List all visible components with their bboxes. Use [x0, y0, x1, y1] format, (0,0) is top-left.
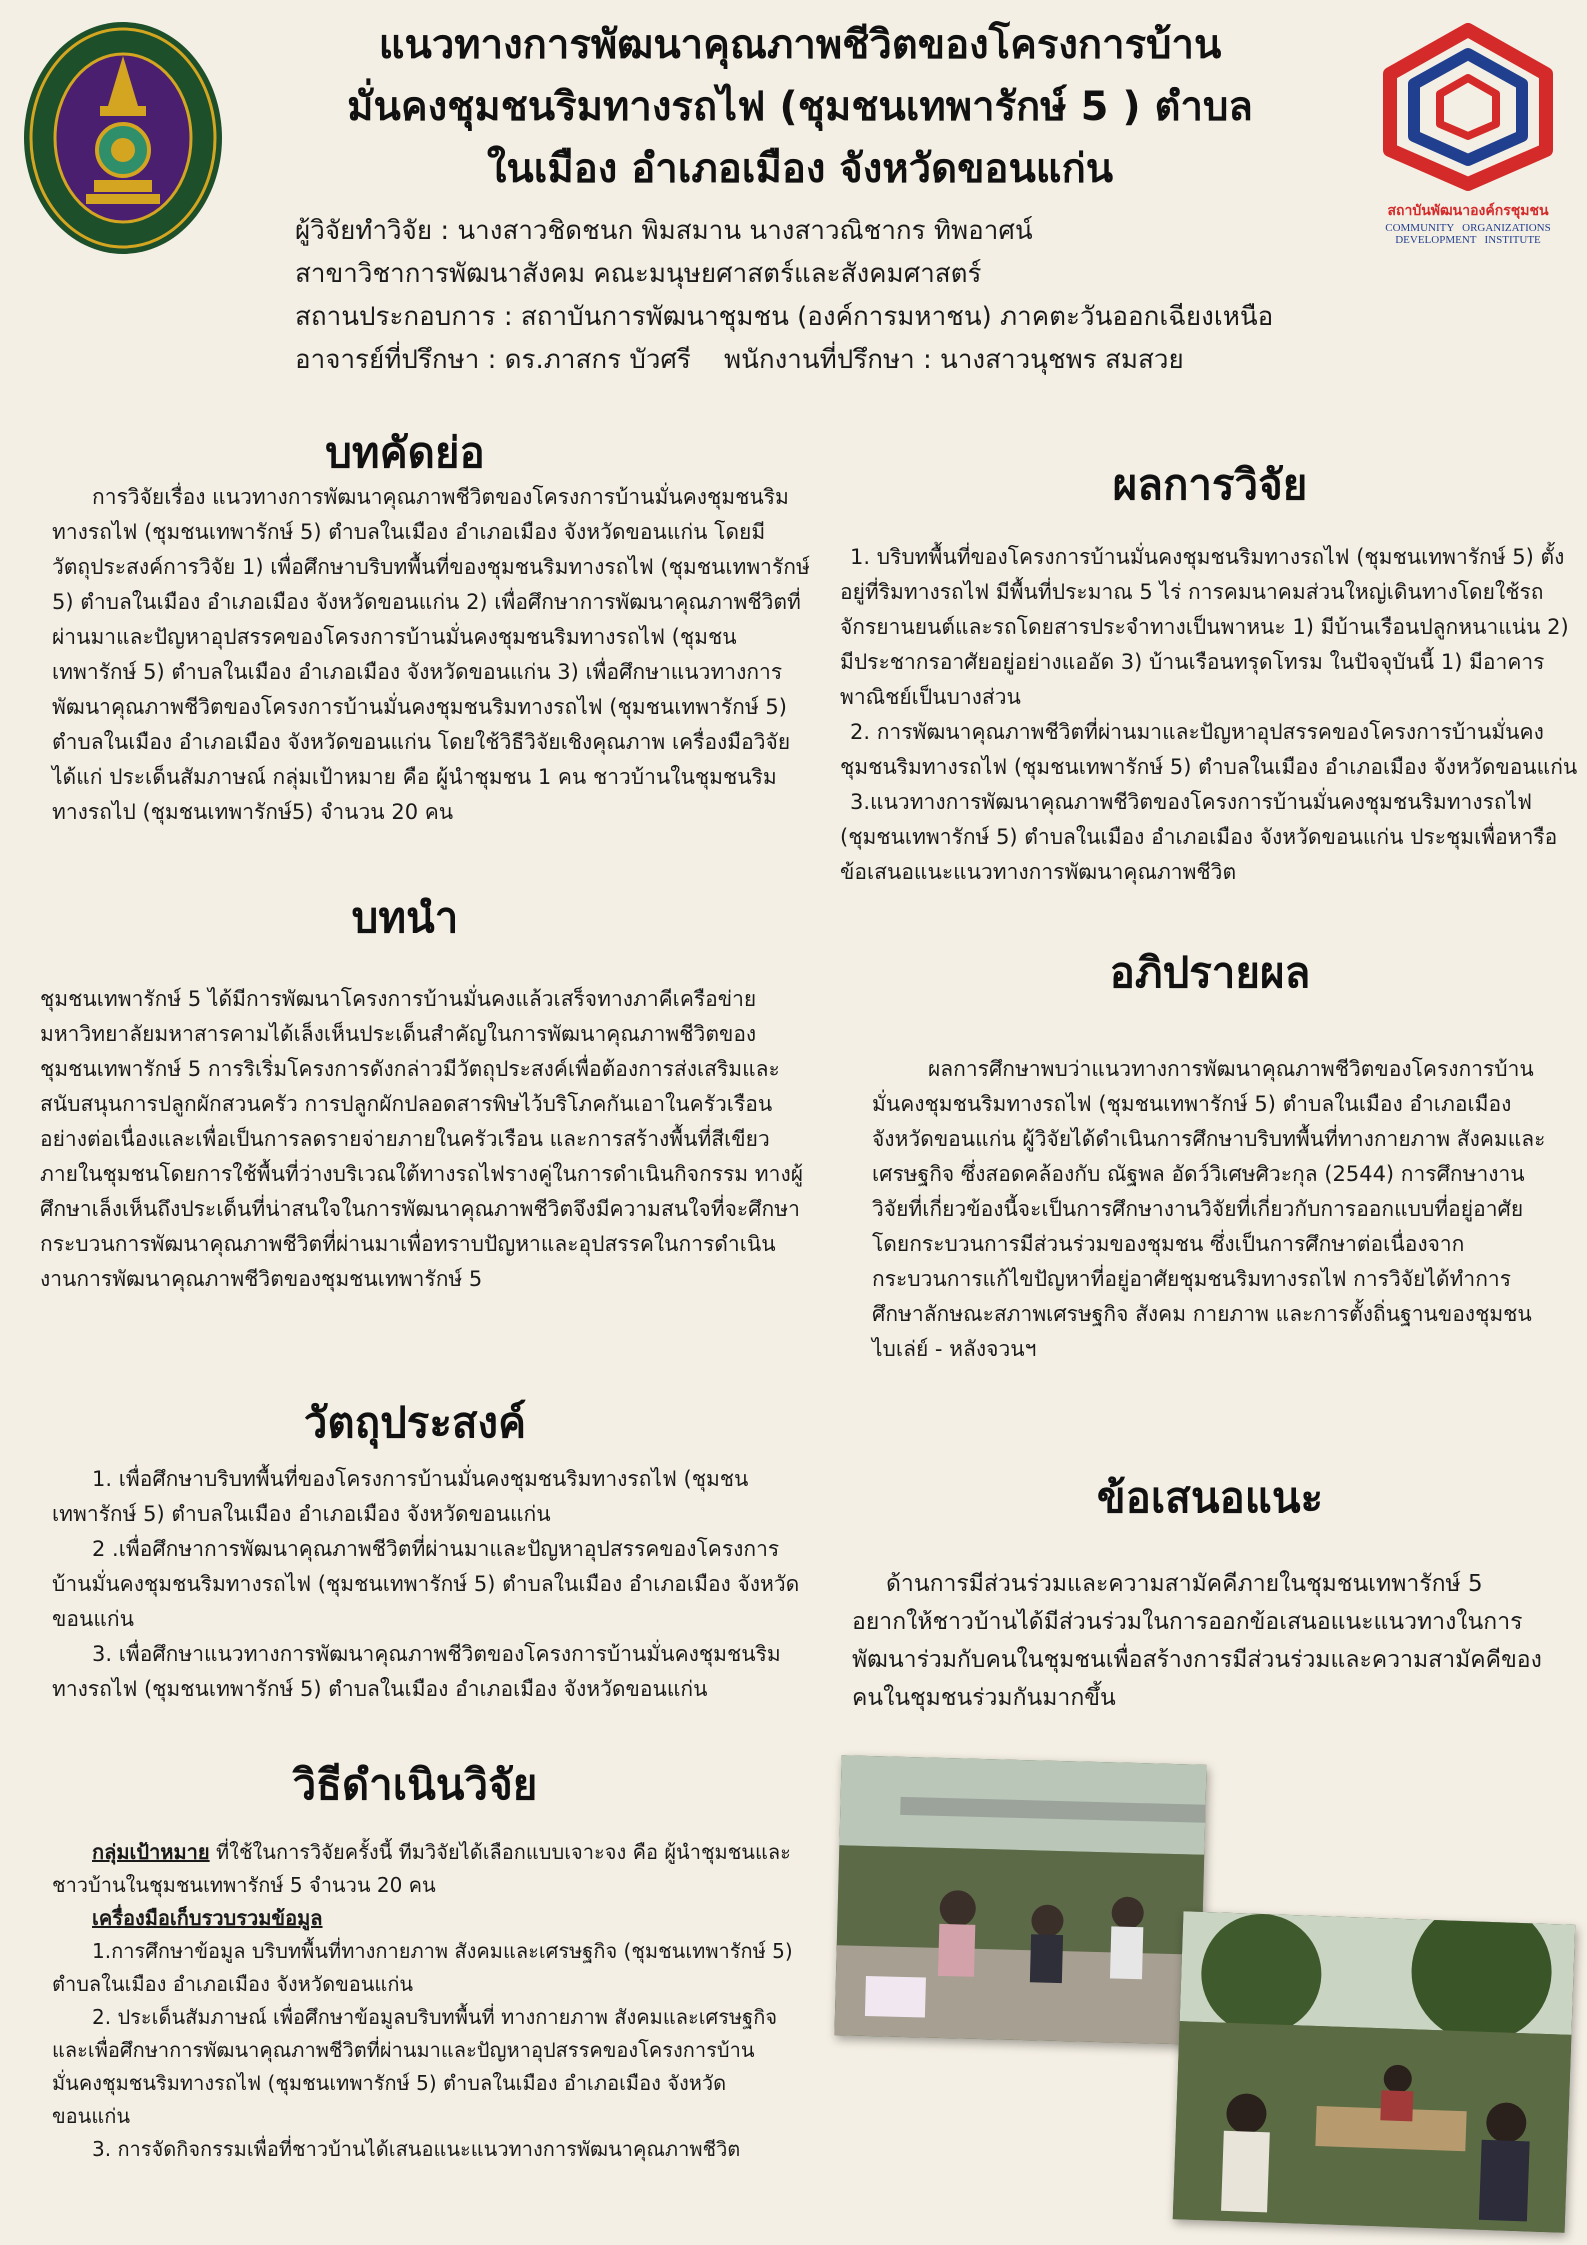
title-line-3: ในเมือง อำเภอเมือง จังหวัดขอนแก่น — [486, 146, 1114, 192]
objective-item: 3. เพื่อศึกษาแนวทางการพัฒนาคุณภาพชีวิตของโครงการบ้านมั่นคงชุมชนริมทางรถไฟ (ชุมชนเทพารักษ์ 5) ตำบลในเมือง อำเภอเมือง จังหวัดขอนแก่น — [52, 1642, 781, 1701]
advisors: อาจารย์ที่ปรึกษา : ดร.ภาสกร บัวศรี พนักงานที่ปรึกษา : นางสาวนุชพร สมสวย — [295, 345, 1184, 375]
objective-item: 2 .เพื่อศึกษาการพัฒนาคุณภาพชีวิตที่ผ่านมาและปัญหาอุปสรรคของโครงการบ้านมั่นคงชุมชนริมทางรถไฟ (ชุมชนเทพารักษ์ 5) ตำบลในเมือง อำเภอเมือง จังหวัดขอนแก่น — [52, 1537, 800, 1631]
recommendation-body: ด้านการมีส่วนร่วมและความสามัคคีภายในชุมชนเทพารักษ์ 5 อยากให้ชาวบ้านได้มีส่วนร่วมในการออกข้อเสนอแนะแนวทางในการพัฒนาร่วมกับคนในชุมชนเพื่อสร้างการมีส่วนร่วมและความสามัคคีของคนในชุมชนร่วมกันมากขึ้น — [852, 1571, 1542, 1711]
objective-item: 1. เพื่อศึกษาบริบทพื้นที่ของโครงการบ้านมั่นคงชุมชนริมทางรถไฟ (ชุมชนเทพารักษ์ 5) ตำบลในเมือง อำเภอเมือง จังหวัดขอนแก่น — [52, 1467, 749, 1526]
result-item: 2. การพัฒนาคุณภาพชีวิตที่ผ่านมาและปัญหาอุปสรรคของโครงการบ้านมั่นคงชุมชนริมทางรถไฟ (ชุมชนเทพารักษ์ 5) ตำบลในเมือง อำเภอเมือง จังหวัดขอนแก่น — [840, 720, 1578, 779]
method-item: 3. การจัดกิจกรรมเพื่อที่ชาวบ้านได้เสนอแนะแนวทางการพัฒนาคุณภาพชีวิต — [92, 2137, 741, 2161]
abstract-body: การวิจัยเรื่อง แนวทางการพัฒนาคุณภาพชีวิตของโครงการบ้านมั่นคงชุมชนริมทางรถไฟ (ชุมชนเทพารักษ์ 5) ตำบลในเมือง อำเภอเมือง จังหวัดขอนแก่น โดยมีวัตถุประสงค์การวิจัย 1) เพื่อศึกษาบริบทพื้นที่ของชุมชนริมทางรถไฟ (ชุมชนเทพารักษ์ 5) ตำบลในเมือง อำเภอเมือง จังหวัดขอนแก่น 2) เพื่อศึกษาการพัฒนาคุณภาพชีวิตที่ผ่านมาและปัญหาอุปสรรคของโครงการบ้านมั่นคงชุมชนริมทางรถไฟ (ชุมชนเทพารักษ์ 5) ตำบลในเมือง อำเภอเมือง จังหวัดขอนแก่น 3) เพื่อศึกษาแนวทางการพัฒนาคุณภาพชีวิตของโครงการบ้านมั่นคงชุมชนริมทางรถไฟ (ชุมชนเทพารักษ์ 5) ตำบลในเมือง อำเภอเมือง จังหวัดขอนแก่น โดยใช้วิธีวิจัยเชิงคุณภาพ เครื่องมือวิจัยได้แก่ ประเด็นสัมภาษณ์ กลุ่มเป้าหมาย คือ ผู้นำชุมชน 1 คน ชาวบ้านในชุมชนริมทางรถไป (ชุมชนเทพารักษ์5) จำนวน 20 คน — [52, 485, 810, 824]
codi-english-name-2: DEVELOPMENT INSTITUTE — [1395, 234, 1541, 246]
methods-target — [52, 1836, 797, 1902]
target-label: กลุ่มเป้าหมาย — [92, 1840, 210, 1864]
workplace: สถานประกอบการ : สถาบันการพัฒนาชุมชน (องค์การมหาชน) ภาคตะวันออกเฉียงเหนือ — [295, 302, 1274, 332]
methods-heading: วิธีดำเนินวิจัย — [292, 1760, 538, 1809]
department: สาขาวิชาการพัฒนาสังคม คณะมนุษยศาสตร์และสังคมศาสตร์ — [295, 259, 982, 289]
title-line-1: แนวทางการพัฒนาคุณภาพชีวิตของโครงการบ้าน — [378, 22, 1222, 68]
discussion-body: ผลการศึกษาพบว่าแนวทางการพัฒนาคุณภาพชีวิตของโครงการบ้านมั่นคงชุมชนริมทางรถไฟ (ชุมชนเทพารักษ์ 5) ตำบลในเมือง อำเภอเมือง จังหวัดขอนแก่น ผู้วิจัยได้ดำเนินการศึกษาบริบทพื้นที่ทางกายภาพ สังคมและเศรษฐกิจ ซึ่งสอดคล้องกับ ณัฐพล อัดว์วิเศษศิวะกุล (2544) การศึกษางานวิจัยที่เกี่ยวข้องนี้จะเป็นการศึกษางานวิจัยที่เกี่ยวกับการออกแบบที่อยู่อาศัยโดยกระบวนการมีส่วนร่วมของชุมชน ซึ่งเป็นการศึกษาต่อเนื่องจาก กระบวนการแก้ไขปัญหาที่อยู่อาศัยชุมชนริมทางรถไฟ การวิจัยได้ทำการศึกษาลักษณะสภาพเศรษฐกิจ สังคม กายภาพ และการตั้งถิ่นฐานของชุมชนไบเล่ย์ - หลังจวนฯ — [872, 1057, 1546, 1361]
results-list — [840, 540, 1580, 890]
researchers: ผู้วิจัยทำวิจัย : นางสาวชิดชนก พิมสมาน นางสาวณิชากร ทิพอาศน์ — [295, 216, 1033, 246]
objectives-list — [52, 1462, 802, 1707]
codi-logo — [1370, 22, 1566, 250]
intro-body: ชุมชนเทพารักษ์ 5 ได้มีการพัฒนาโครงการบ้านมั่นคงแล้วเสร็จทางภาคีเครือข่ายมหาวิทยาลัยมหาสารคามได้เล็งเห็นประเด็นสำคัญในการพัฒนาคุณภาพชีวิตของชุมชนเทพารักษ์ 5 การริเริ่มโครงการดังกล่าวมีวัตถุประสงค์เพื่อต้องการส่งเสริมและสนับสนุนการปลูกผักสวนครัว การปลูกผักปลอดสารพิษไว้บริโภคกันเอาในครัวเรือน อย่างต่อเนื่องและเพื่อเป็นการลดรายจ่ายภายในครัวเรือน และการสร้างพื้นที่สีเขียวภายในชุมชนโดยการใช้พื้นที่ว่างบริเวณใต้ทางรถไฟรางคู่ในการดำเนินกิจกรรม ทางผู้ศึกษาเล็งเห็นถึงประเด็นที่น่าสนใจในการพัฒนาคุณภาพชีวิตจึงมีความสนใจที่จะศึกษากระบวนการพัฒนาคุณภาพชีวิตที่ผ่านมาเพื่อทราบปัญหาและอุปสรรคในการดำเนินงานการพัฒนาคุณภาพชีวิตของชุมชนเทพารักษ์ 5 — [40, 987, 804, 1291]
title-line-2: มั่นคงชุมชนริมทางรถไฟ (ชุมชนเทพารักษ์ 5 ) ตำบล — [347, 84, 1253, 130]
target-text: ที่ใช้ในการวิจัยครั้งนี้ ทีมวิจัยได้เลือกแบบเจาะจง คือ ผู้นำชุมชนและชาวบ้านในชุมชนเทพารักษ์ 5 จำนวน 20 คน — [52, 1840, 791, 1897]
result-item: 3.แนวทางการพัฒนาคุณภาพชีวิตของโครงการบ้านมั่นคงชุมชนริมทางรถไฟ (ชุมชนเทพารักษ์ 5) ตำบลในเมือง อำเภอเมือง จังหวัดขอนแก่น ประชุมเพื่อหารือข้อเสนอแนะแนวทางการพัฒนาคุณภาพชีวิต — [840, 790, 1558, 884]
codi-english-name-1: COMMUNITY ORGANIZATIONS — [1385, 222, 1551, 234]
intro-heading: บทนำ — [351, 893, 459, 942]
method-item: 2. ประเด็นสัมภาษณ์ เพื่อศึกษาข้อมูลบริบทพื้นที่ ทางกายภาพ สังคมและเศรษฐกิจและเพื่อศึกษาการพัฒนาคุณภาพชีวิตที่ผ่านมาและปัญหาอุปสรรคของโครงการบ้านมั่นคงชุมชนริมทางรถไฟ (ชุมชนเทพารักษ์ 5) ตำบลในเมือง อำเภอเมือง จังหวัดขอนแก่น — [52, 2005, 778, 2128]
result-item: 1. บริบทพื้นที่ของโครงการบ้านมั่นคงชุมชนริมทางรถไฟ (ชุมชนเทพารักษ์ 5) ตั้งอยู่ที่ริมทางรถไฟ มีพื้นที่ประมาณ 5 ไร่ การคมนาคมส่วนใหญ่เดินทางโดยใช้รถจักรยานยนต์และรถโดยสารประจำทางเป็นพาหนะ 1) มีบ้านเรือนปลูกหนาแน่น 2) มีประชากรอาศัยอยู่อย่างแออัด 3) บ้านเรือนทรุดโทรม ในปัจจุบันนี้ 1) มีอาคารพาณิชย์เป็นบางส่วน — [840, 545, 1569, 709]
methods-tools — [52, 1902, 797, 1935]
results-heading: ผลการวิจัย — [1112, 460, 1308, 509]
community-photo-2 — [1173, 1911, 1576, 2232]
abstract-heading: บทคัดย่อ — [325, 428, 485, 477]
methods-body — [52, 1836, 797, 2166]
community-photo-1 — [834, 1755, 1206, 2044]
university-logo — [22, 20, 224, 256]
objectives-heading: วัตถุประสงค์ — [303, 1398, 527, 1447]
codi-thai-name: สถาบันพัฒนาองค์กรชุมชน — [1387, 203, 1549, 219]
poster-title — [300, 14, 1300, 200]
discussion-heading: อภิปรายผล — [1109, 948, 1311, 997]
method-item: 1.การศึกษาข้อมูล บริบทพื้นที่ทางกายภาพ สังคมและเศรษฐกิจ (ชุมชนเทพารักษ์ 5) ตำบลในเมือง อำเภอเมือง จังหวัดขอนแก่น — [52, 1939, 793, 1996]
author-info — [295, 210, 1375, 382]
tools-label: เครื่องมือเก็บรวบรวมข้อมูล — [92, 1906, 323, 1930]
recommendation-heading: ข้อเสนอแนะ — [1096, 1473, 1324, 1522]
